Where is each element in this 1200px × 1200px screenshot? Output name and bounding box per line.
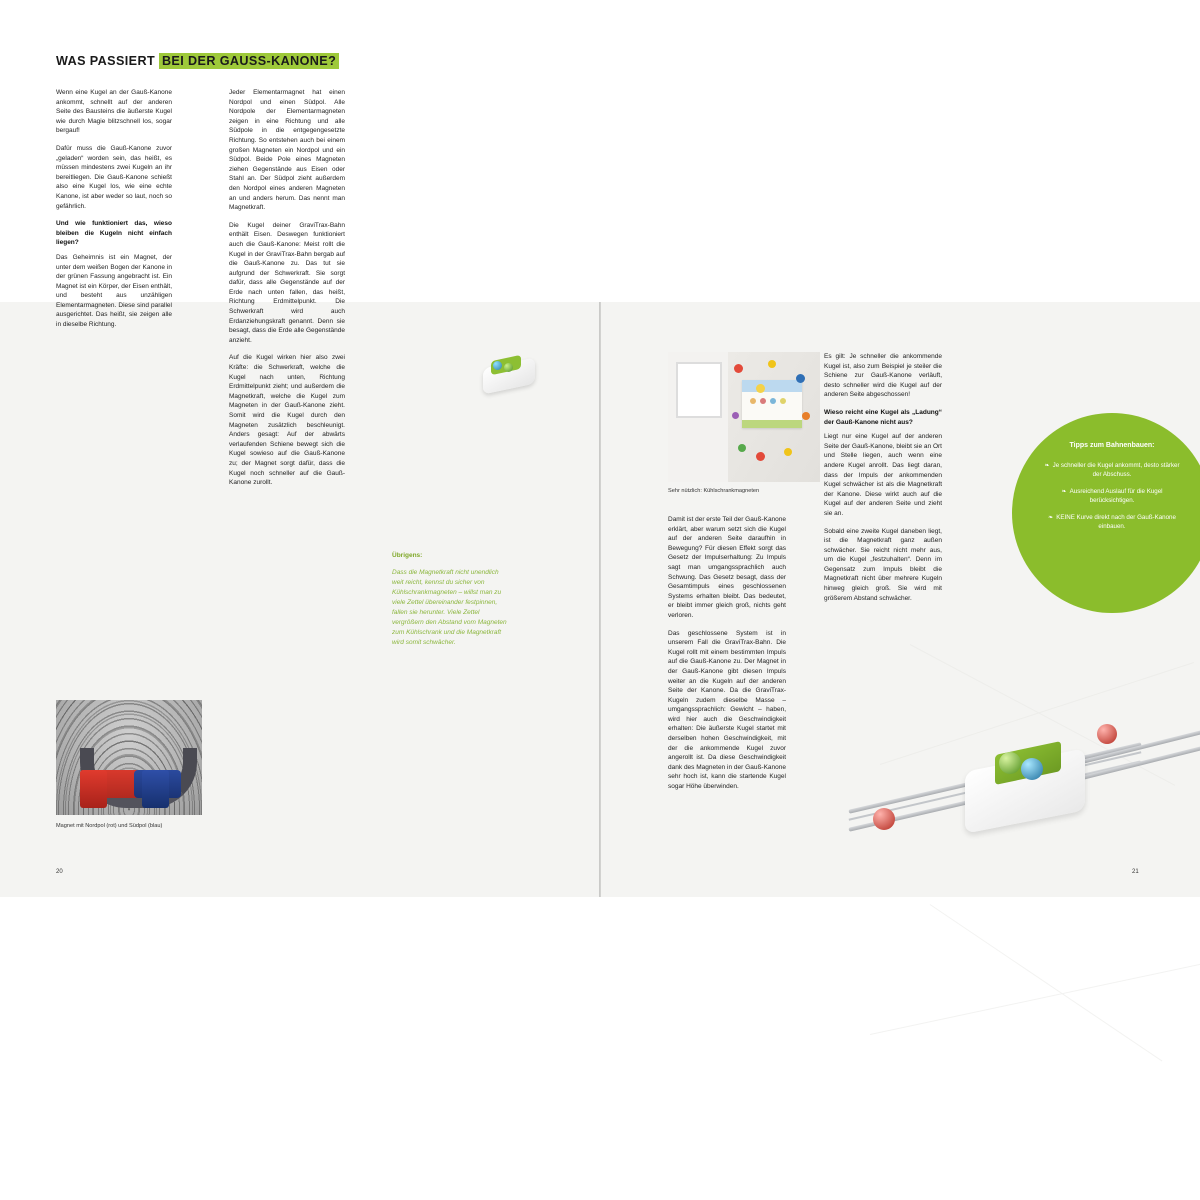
paragraph: Das Geheimnis ist ein Magnet, der unter dem weißen Bogen der Kanone in der grünen Fassung angebracht ist. Ein Magnet ist ein Körper, der Eisen enthält, und besteht aus unzähligen Elementarmagneten. Diese sind parallel ausgerichtet. Das heißt, sie zeigen alle in dieselbe Richtung.: [56, 253, 172, 329]
right-column-1: [668, 515, 786, 800]
fridge-magnet: [784, 448, 792, 456]
paragraph: Auf die Kugel wirken hier also zwei Kräfte: die Schwerkraft, welche die Kugel nach unten, Richtung Erdmittelpunkt zieht; und außerdem die Magnetkraft, welche die Kugel zum Magneten in der Gauß-Kanone zieht. Somit wird die Kugel durch den Magneten zusätzlich beschleunigt. Anders gesagt: Auf der abwärts verlaufenden Schiene bewegt sich die Kugel sowieso auf die Gauß-Kanone zu; der Magnet sorgt dafür, dass die Kugel noch schneller auf die Gauß-Kanone zurollt.: [229, 354, 345, 487]
tip-text: Je schneller die Kugel ankommt, desto stärker der Abschuss.: [1052, 462, 1180, 478]
uebrigens-title: Übrigens:: [392, 552, 423, 559]
fridge-magnet: [802, 412, 810, 420]
list-item: [1042, 513, 1182, 531]
list-item: [1042, 487, 1182, 505]
gravitrax-illustration: [845, 690, 1200, 895]
ball-green: [999, 752, 1021, 774]
paragraph: Sobald eine zweite Kugel daneben liegt, ist die Magnetkraft ganz außen schwächer. Sie reicht nicht mehr aus, um die Kugel „festzuhalten“. Denn im Gegensatz zum Impuls bleibt die Magnetkraft nicht über mehrere Kugeln hinweg gleich groß. Sie wird mit größerem Abstand schwächer.: [824, 527, 942, 602]
uebrigens-box: [392, 552, 510, 648]
list-item: [1042, 461, 1182, 479]
paragraph: Das geschlossene System ist in unserem Fall die GraviTrax-Bahn. Die Kugel rollt mit einem bestimmten Impuls auf die Gauß-Kanone zu. Der Magnet in der Gauß-Kanone gibt diesen Impuls weiter an die Kugeln auf der anderen Seite der Kanone. Da die GraviTrax-Kugeln zudem dieselbe Masse – umgangssprachlich: Gewicht – haben, wird hier auch die Geschwindigkeit erhalten: Die äußerste Kugel startet mit derselben hohen Geschwindigkeit, mit der die ankommende Kugel zuvor angerollt ist. Da diese Geschwindigkeit dank des Magneten in der Gauß-Kanone sehr hoch ist, kann die startende Kugel sogar Höhe überwinden.: [668, 629, 786, 791]
right-column-2: [824, 352, 942, 611]
page-title: [56, 54, 386, 68]
childrens-drawing: [742, 380, 802, 428]
uebrigens-text: Dass die Magnetkraft nicht unendlich weit reicht, kennst du sicher von Kühlschrankmagneten – willst man zu viele Zettel übereinander festpinnen, fallen sie herunter. Viele Zettel vergrößern den Abstand vom Magneten zum Kühlschrank und die Magnetkraft wird somit schwächer.: [392, 569, 507, 646]
horseshoe-magnet-icon: [78, 748, 182, 808]
paragraph: Es gilt: Je schneller die ankommende Kugel ist, also zum Beispiel je steiler die Schiene zur Gauß-Kanone verläuft, desto schneller wird die Kugel auf der anderen Seite abgeschossen!: [824, 353, 942, 399]
fridge-photo-caption: Sehr nützlich: Kühlschrankmagneten: [668, 488, 760, 494]
paragraph: Die Kugel deiner GraviTrax-Bahn enthält Eisen. Deswegen funktioniert auch die Gauß-Kanone: Meist rollt die Kugel in der GraviTrax-Bahn bergab auf die Gauß-Kanone zu. Das tut sie aufgrund der Schwerkraft. Sie sorgt dafür, dass alle Gegenstände auf der Erde nach unten fallen, das heißt, Richtung Erdmittelpunkt. Die Schwerkraft wird auch Erdanziehungskraft genannt. Denn sie besagt, dass die Erde alle Gegenstände anzieht.: [229, 221, 345, 344]
subheading: Und wie funktioniert das, wieso bleiben die Kugeln nicht einfach liegen?: [56, 220, 172, 247]
fridge-magnet: [796, 374, 805, 383]
left-column-2: [229, 88, 345, 496]
fridge-photo: [668, 352, 820, 482]
fridge-magnet: [738, 444, 746, 452]
tips-title: Tipps zum Bahnenbauen:: [1069, 442, 1155, 449]
paragraph: Liegt nur eine Kugel auf der anderen Seite der Gauß-Kanone, bleibt sie an Ort und Stelle liegen, auch wenn eine andere Kugel anrollt. Das liegt daran, dass der Impuls der ankommenden Kugel schwächer ist als die Magnetkraft der Kanone. Diese wirkt auch auf die Kugel auf der anderen Seite und zieht sie an.: [824, 433, 942, 517]
page-number-right: 21: [1132, 869, 1139, 875]
magnet-photo-caption: Magnet mit Nordpol (rot) und Südpol (blau): [56, 823, 163, 829]
tips-list: [1042, 461, 1182, 531]
paragraph: Dafür muss die Gauß-Kanone zuvor „geladen“ worden sein, das heißt, es müssen mindestens zwei Kugeln an ihr bereitliegen. Die Gauß-Kanone schießt also eine Kugel los, wie eine echte Kanone, ist aber weder so laut, noch so gefährlich.: [56, 144, 172, 210]
page-gutter: [599, 302, 601, 897]
subheading: Wieso reicht eine Kugel als „Ladung“ der Gauß-Kanone nicht aus?: [824, 408, 942, 426]
magnet-photo: [56, 700, 202, 815]
page-number-left: 20: [56, 869, 63, 875]
tip-text: Ausreichend Auslauf für die Kugel berücksichtigen.: [1069, 488, 1163, 504]
fridge-magnet: [768, 360, 776, 368]
tips-circle: [1012, 413, 1200, 613]
fridge-magnet: [732, 412, 739, 419]
page-title-part1: WAS PASSIERT: [56, 54, 159, 68]
tip-text: KEINE Kurve direkt nach der Gauß-Kanone einbauen.: [1056, 514, 1176, 530]
left-column-1: [56, 88, 172, 338]
paragraph: Wenn eine Kugel an der Gauß-Kanone ankommt, schnellt auf der anderen Seite des Bausteins die äußerste Kugel wie durch Magie blitzschnell los, sogar bergauf!: [56, 89, 172, 135]
leaf-bullet-icon: ❧: [1048, 514, 1054, 521]
fridge-magnet: [756, 452, 765, 461]
leaf-bullet-icon: ❧: [1044, 462, 1050, 469]
leaf-bullet-icon: ❧: [1061, 488, 1067, 495]
paragraph: Jeder Elementarmagnet hat einen Nordpol und einen Südpol. Alle Nordpole der Elementarmagneten zeigen in eine Richtung und alle Südpole in die entgegengesetzte Richtung. So entstehen auch bei einem großen Magneten ein Nordpol und ein Südpol. Beide Pole eines Magneten ziehen Gegenstände aus Eisen oder Stahl an. Der Südpol zieht außerdem den Nordpol eines anderen Magneten an und anders herum. Das nennt man Magnetkraft.: [229, 89, 345, 212]
gauss-kanone-thumbnail: [477, 345, 539, 397]
page-title-highlight: BEI DER GAUSS-KANONE?: [159, 53, 339, 69]
ball-red: [1097, 724, 1117, 744]
ball-blue: [1021, 758, 1043, 780]
fridge-magnet: [734, 364, 743, 373]
paragraph: Damit ist der erste Teil der Gauß-Kanone erklärt, aber warum setzt sich die Kugel auf der anderen Seite daraufhin in Bewegung? Für diesen Effekt sorgt das Gesetz der Impulserhaltung: Zu Impuls sagt man umgangssprachlich auch Schwung. Das Gesetz besagt, dass der Gesamtimpuls eines geschlossenen Systems erhalten bleibt. Das bedeutet, er bleibt immer gleich groß, nichts geht verloren.: [668, 516, 787, 619]
ball-red: [873, 808, 895, 830]
